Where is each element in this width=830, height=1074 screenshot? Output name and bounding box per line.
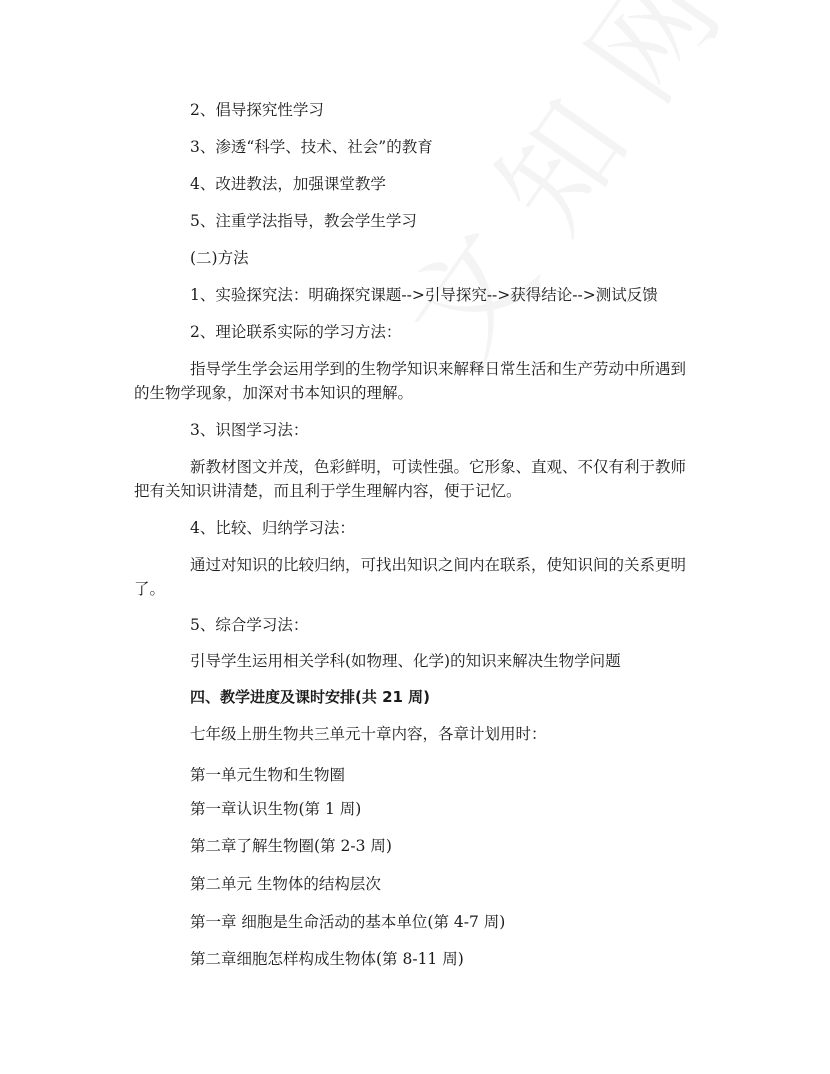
paragraph-line: 把有关知识讲清楚，而且利于学生理解内容，便于记忆。 bbox=[134, 482, 522, 500]
unit-1-chapter-2: 第二章了解生物圈(第 2-3 周) bbox=[190, 837, 392, 855]
method-experiment: 1、实验探究法：明确探究课题-->引导探究-->获得结论-->测试反馈 bbox=[190, 286, 658, 304]
method-comprehensive: 5、综合学习法： bbox=[190, 616, 309, 634]
method-diagram-reading: 3、识图学习法： bbox=[190, 421, 309, 439]
unit-1-chapter-1: 第一章认识生物(第 1 周) bbox=[190, 800, 362, 818]
item-sts-education: 3、渗透“科学、技术、社会”的教育 bbox=[190, 138, 433, 156]
method-theory-practice: 2、理论联系实际的学习方法： bbox=[190, 323, 402, 341]
method-compare-summarize: 4、比较、归纳学习法： bbox=[190, 519, 355, 537]
paragraph-line: 通过对知识的比较归纳，可找出知识之间内在联系，使知识间的关系更明 bbox=[190, 556, 687, 574]
paragraph-line: 引导学生运用相关学科(如物理、化学)的知识来解决生物学问题 bbox=[190, 652, 621, 670]
section-schedule-heading: 四、教学进度及课时安排(共 21 周) bbox=[190, 688, 431, 706]
schedule-intro: 七年级上册生物共三单元十章内容，各章计划用时： bbox=[190, 725, 547, 743]
section-methods-heading: (二)方法 bbox=[190, 249, 249, 267]
unit-2-chapter-2: 第二章细胞怎样构成生物体(第 8-11 周) bbox=[190, 950, 464, 968]
paragraph-line: 新教材图文并茂，色彩鲜明，可读性强。它形象、直观、不仅有利于教师 bbox=[190, 458, 687, 476]
paragraph-line: 指导学生学会运用学到的生物学知识来解释日常生活和生产劳动中所遇到 bbox=[190, 360, 687, 378]
unit-2-chapter-1: 第一章 细胞是生命活动的基本单位(第 4-7 周) bbox=[190, 913, 506, 931]
unit-2-title: 第二单元 生物体的结构层次 bbox=[190, 875, 381, 893]
item-advocate-inquiry: 2、倡导探究性学习 bbox=[190, 101, 324, 119]
paragraph-line: 了。 bbox=[134, 580, 166, 598]
paragraph-line: 的生物学现象，加深对书本知识的理解。 bbox=[134, 384, 414, 402]
item-study-guidance: 5、注重学法指导，教会学生学习 bbox=[190, 212, 417, 230]
item-improve-teaching: 4、改进教法，加强课堂教学 bbox=[190, 175, 386, 193]
unit-1-title: 第一单元生物和生物圈 bbox=[190, 766, 346, 784]
